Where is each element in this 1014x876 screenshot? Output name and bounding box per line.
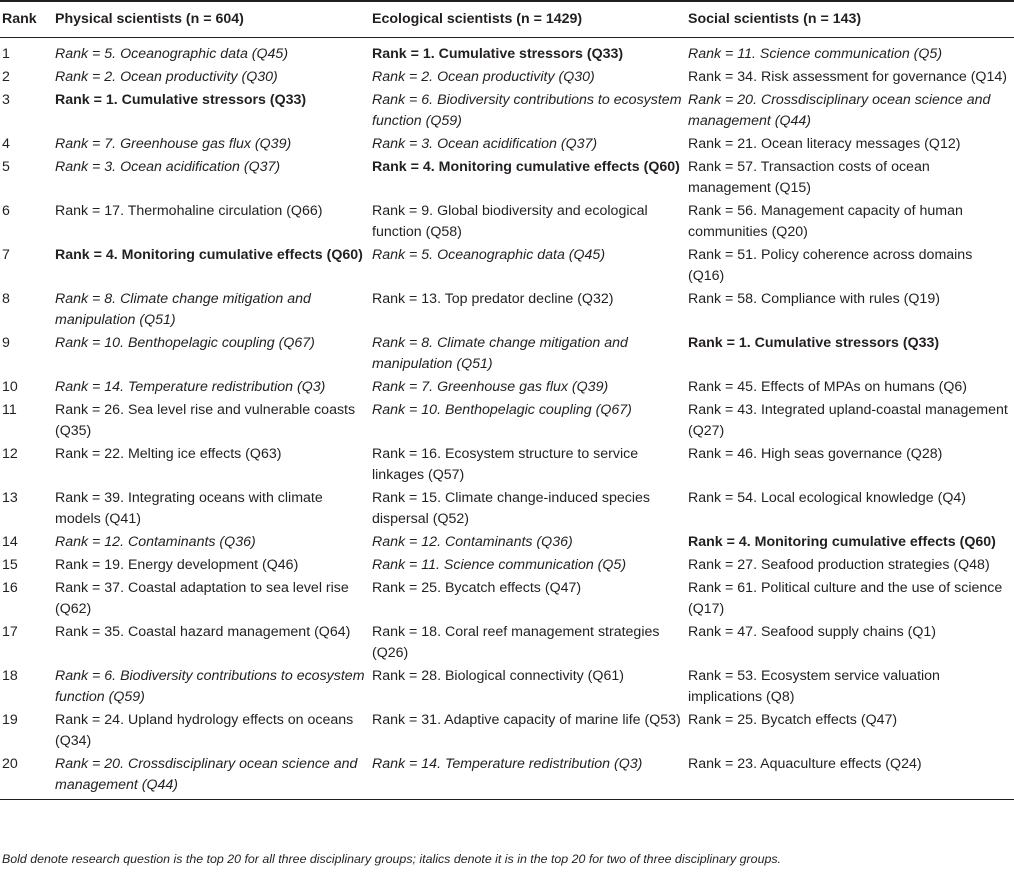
header-physical: Physical scientists (n = 604): [55, 1, 372, 38]
rank-cell: 18: [2, 668, 18, 684]
table-row: [0, 66, 1014, 89]
table-row: [0, 332, 1014, 376]
table-row: [0, 753, 1014, 800]
rank-cell: 5: [2, 159, 10, 175]
table-row: [0, 709, 1014, 753]
table-footnote: Bold denote research question is the top 20 for all three disciplinary groups; italics denote it is in the top 20 for two of three disciplinary groups.: [2, 852, 781, 866]
physical-cell: Rank = 20. Crossdisciplinary ocean science and management (Q44): [55, 753, 372, 800]
social-cell: Rank = 20. Crossdisciplinary ocean science and management (Q44): [688, 92, 991, 129]
table-row: [0, 244, 1014, 288]
physical-cell: Rank = 10. Benthopelagic coupling (Q67): [55, 335, 315, 351]
table-row: [0, 156, 1014, 200]
ecological-cell: Rank = 28. Biological connectivity (Q61): [372, 668, 624, 684]
table-body: [0, 38, 1014, 800]
physical-cell: Rank = 35. Coastal hazard management (Q64): [55, 624, 351, 640]
table-row: [0, 38, 1014, 67]
table-row: [0, 200, 1014, 244]
ecological-cell: Rank = 1. Cumulative stressors (Q33): [372, 46, 624, 62]
rank-cell: 14: [2, 534, 18, 550]
rank-cell: 16: [2, 580, 18, 596]
physical-cell: Rank = 26. Sea level rise and vulnerable coasts (Q35): [55, 402, 356, 439]
header-ecological: Ecological scientists (n = 1429): [372, 1, 688, 38]
physical-cell: Rank = 8. Climate change mitigation and manipulation (Q51): [55, 291, 311, 328]
social-cell: Rank = 53. Ecosystem service valuation implications (Q8): [688, 668, 940, 705]
ecological-cell: Rank = 12. Contaminants (Q36): [372, 534, 573, 550]
social-cell: Rank = 45. Effects of MPAs on humans (Q6): [688, 379, 968, 395]
physical-cell: Rank = 12. Contaminants (Q36): [55, 534, 256, 550]
physical-cell: Rank = 6. Biodiversity contributions to ecosystem function (Q59): [55, 668, 365, 705]
social-cell: Rank = 46. High seas governance (Q28): [688, 446, 943, 462]
physical-cell: Rank = 39. Integrating oceans with climate models (Q41): [55, 490, 323, 527]
physical-cell: Rank = 17. Thermohaline circulation (Q66): [55, 203, 323, 219]
ecological-cell: Rank = 14. Temperature redistribution (Q3): [372, 753, 688, 800]
table-row: [0, 399, 1014, 443]
physical-cell: Rank = 14. Temperature redistribution (Q3): [55, 379, 326, 395]
ecological-cell: Rank = 15. Climate change-induced species dispersal (Q52): [372, 490, 651, 527]
rank-cell: 11: [2, 402, 17, 418]
social-cell: Rank = 51. Policy coherence across domains (Q16): [688, 247, 973, 284]
rank-cell: 4: [2, 136, 10, 152]
rank-cell: 10: [2, 379, 18, 395]
ecological-cell: Rank = 13. Top predator decline (Q32): [372, 291, 614, 307]
social-cell: Rank = 54. Local ecological knowledge (Q4): [688, 490, 967, 506]
table-row: [0, 621, 1014, 665]
social-cell: Rank = 23. Aquaculture effects (Q24): [688, 753, 1014, 800]
physical-cell: Rank = 7. Greenhouse gas flux (Q39): [55, 136, 292, 152]
social-cell: Rank = 43. Integrated upland-coastal management (Q27): [688, 402, 1008, 439]
physical-cell: Rank = 4. Monitoring cumulative effects (Q60): [55, 247, 363, 263]
table-row: [0, 554, 1014, 577]
rank-cell: 8: [2, 291, 10, 307]
physical-cell: Rank = 2. Ocean productivity (Q30): [55, 69, 278, 85]
ecological-cell: Rank = 25. Bycatch effects (Q47): [372, 580, 582, 596]
physical-cell: Rank = 24. Upland hydrology effects on oceans (Q34): [55, 712, 354, 749]
rank-cell: 13: [2, 490, 18, 506]
table-row: [0, 89, 1014, 133]
ecological-cell: Rank = 11. Science communication (Q5): [372, 557, 627, 573]
rank-cell: 3: [2, 92, 10, 108]
ecological-cell: Rank = 6. Biodiversity contributions to ecosystem function (Q59): [372, 92, 682, 129]
rank-cell: 12: [2, 446, 18, 462]
rank-cell: 20: [0, 753, 55, 800]
ecological-cell: Rank = 9. Global biodiversity and ecological function (Q58): [372, 203, 648, 240]
physical-cell: Rank = 1. Cumulative stressors (Q33): [55, 92, 307, 108]
header-social: Social scientists (n = 143): [688, 1, 1014, 38]
physical-cell: Rank = 22. Melting ice effects (Q63): [55, 446, 282, 462]
table-row: [0, 376, 1014, 399]
rank-cell: 9: [2, 335, 10, 351]
social-cell: Rank = 58. Compliance with rules (Q19): [688, 291, 940, 307]
table-row: [0, 665, 1014, 709]
rank-cell: 1: [2, 46, 10, 62]
physical-cell: Rank = 37. Coastal adaptation to sea level rise (Q62): [55, 580, 349, 617]
table-row: [0, 487, 1014, 531]
table-row: [0, 288, 1014, 332]
ecological-cell: Rank = 16. Ecosystem structure to service linkages (Q57): [372, 446, 639, 483]
table-row: [0, 133, 1014, 156]
social-cell: Rank = 56. Management capacity of human communities (Q20): [688, 203, 963, 240]
social-cell: Rank = 57. Transaction costs of ocean management (Q15): [688, 159, 930, 196]
social-cell: Rank = 34. Risk assessment for governance (Q14): [688, 69, 1007, 85]
table-row: [0, 443, 1014, 487]
ecological-cell: Rank = 4. Monitoring cumulative effects (Q60): [372, 159, 680, 175]
ecological-cell: Rank = 18. Coral reef management strategies (Q26): [372, 624, 660, 661]
ecological-cell: Rank = 31. Adaptive capacity of marine life (Q53): [372, 712, 681, 728]
header-row: [0, 1, 1014, 38]
rank-cell: 6: [2, 203, 10, 219]
ecological-cell: Rank = 10. Benthopelagic coupling (Q67): [372, 402, 632, 418]
header-rank: Rank: [0, 1, 55, 38]
rank-cell: 7: [2, 247, 10, 263]
social-cell: Rank = 11. Science communication (Q5): [688, 46, 943, 62]
table-row: [0, 531, 1014, 554]
rank-cell: 15: [2, 557, 18, 573]
rank-cell: 17: [2, 624, 18, 640]
ecological-cell: Rank = 8. Climate change mitigation and manipulation (Q51): [372, 335, 628, 372]
social-cell: Rank = 47. Seafood supply chains (Q1): [688, 624, 937, 640]
ecological-cell: Rank = 5. Oceanographic data (Q45): [372, 247, 606, 263]
physical-cell: Rank = 19. Energy development (Q46): [55, 557, 299, 573]
table-row: [0, 577, 1014, 621]
ecological-cell: Rank = 3. Ocean acidification (Q37): [372, 136, 598, 152]
social-cell: Rank = 4. Monitoring cumulative effects (Q60): [688, 534, 996, 550]
social-cell: Rank = 1. Cumulative stressors (Q33): [688, 335, 940, 351]
social-cell: Rank = 21. Ocean literacy messages (Q12): [688, 136, 961, 152]
physical-cell: Rank = 3. Ocean acidification (Q37): [55, 159, 281, 175]
physical-cell: Rank = 5. Oceanographic data (Q45): [55, 46, 289, 62]
rank-cell: 19: [2, 712, 18, 728]
social-cell: Rank = 25. Bycatch effects (Q47): [688, 712, 898, 728]
ecological-cell: Rank = 2. Ocean productivity (Q30): [372, 69, 595, 85]
rank-cell: 2: [2, 69, 10, 85]
social-cell: Rank = 27. Seafood production strategies (Q48): [688, 557, 990, 573]
social-cell: Rank = 61. Political culture and the use of science (Q17): [688, 580, 1003, 617]
ecological-cell: Rank = 7. Greenhouse gas flux (Q39): [372, 379, 609, 395]
